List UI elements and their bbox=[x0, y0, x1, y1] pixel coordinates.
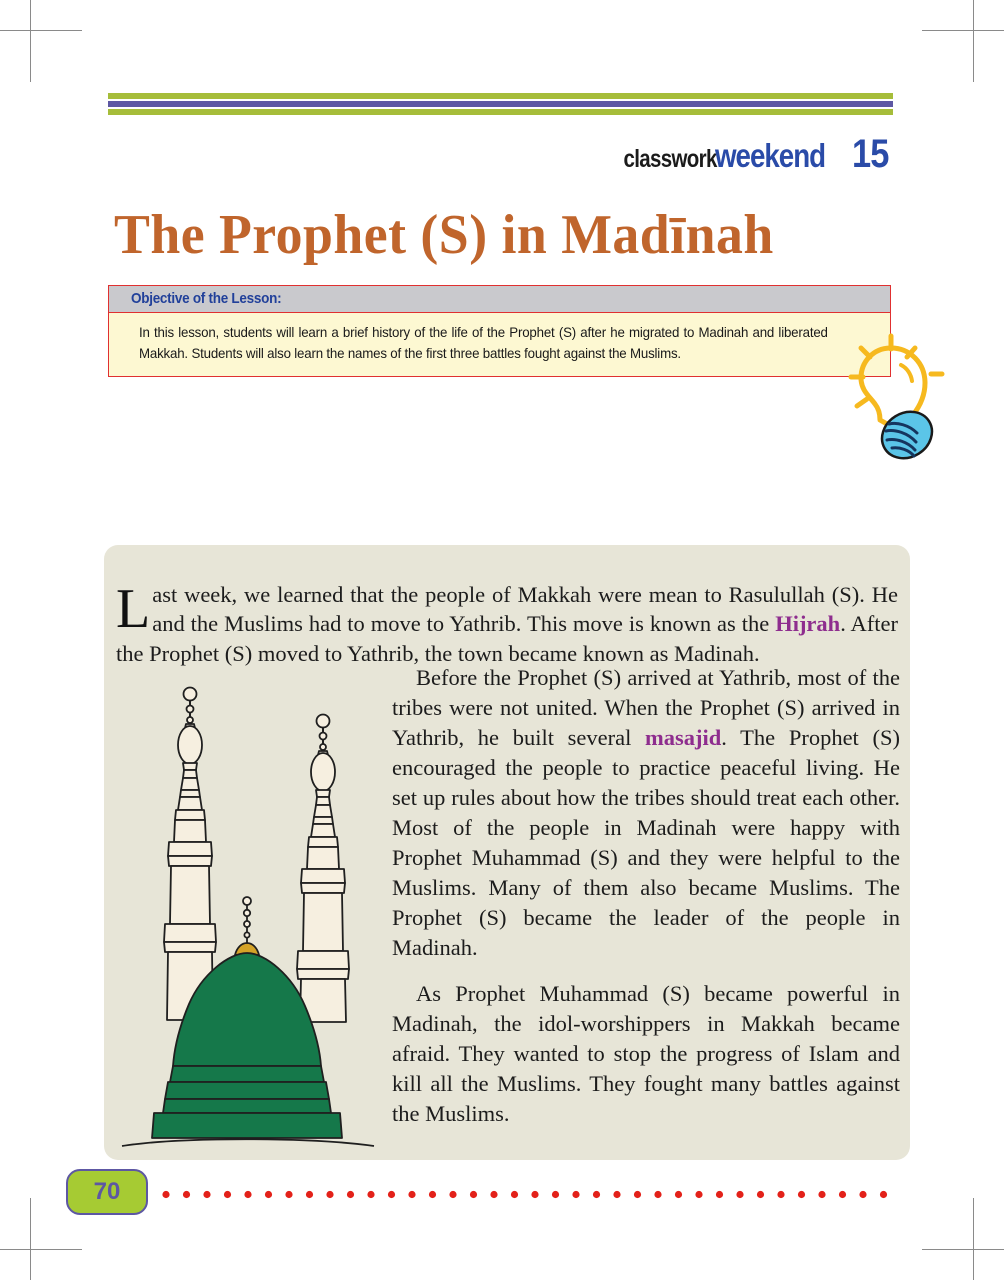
minaret-left bbox=[164, 688, 216, 1021]
lesson-content-panel bbox=[104, 545, 910, 1160]
lesson-kicker bbox=[603, 134, 894, 174]
objective-text: In this lesson, students will learn a brief history of the life of the Prophet (S) after he migrated to Madinah and liberated Makkah. Students will also learn the names of the first three battles fought against the Muslims. bbox=[139, 324, 828, 361]
paragraph-2-highlight-masajid: masajid bbox=[645, 725, 722, 751]
page-number-badge bbox=[66, 1169, 148, 1215]
objective-box bbox=[108, 285, 891, 377]
paragraph-2-part2: . The Prophet (S) encouraged the people to practice peaceful living. He set up rules about how the tribes should treat each other. Most of the people in Madinah were happy with Prophet Muhammad (S) and they were helpful to the Muslims. Many of them also became Muslims. The Prophet (S) became the leader of the people in Madinah. bbox=[392, 725, 900, 961]
paragraph-3: As Prophet Muhammad (S) became powerful in Madinah, the idol-worshippers in Makkah became afraid. They wanted to stop the progress of Islam and kill all the Muslims. They fought many battles against the Muslims. bbox=[392, 981, 900, 1127]
body-column bbox=[392, 663, 900, 1129]
header-decorative-rules bbox=[108, 93, 893, 115]
crop-mark-top-left bbox=[0, 0, 95, 95]
crop-mark-top-right bbox=[909, 0, 1004, 95]
dome-finial bbox=[235, 897, 259, 955]
page-number: 70 bbox=[93, 1178, 121, 1205]
objective-body bbox=[109, 313, 890, 376]
paragraph-2-part1: Before the Prophet (S) arrived at Yathrib, most of the tribes were not united. When the Prophet (S) arrived in Yathrib, he built several bbox=[392, 665, 900, 751]
drop-cap: L bbox=[116, 577, 151, 640]
lightbulb-icon bbox=[845, 330, 955, 465]
kicker-classwork: classwork bbox=[623, 145, 717, 173]
footer-dotted-rule bbox=[162, 1186, 900, 1195]
paragraph-2 bbox=[392, 663, 900, 963]
mosque-illustration bbox=[110, 670, 398, 1148]
kicker-weekend: weekend bbox=[714, 137, 825, 174]
rule-olive-bottom bbox=[108, 109, 893, 115]
lead-text-part2: . After the Prophet (S) moved to Yathrib, the town became known as Madinah. bbox=[116, 611, 899, 666]
lead-text-part1: ast week, we learned that the people of Makkah were mean to Rasulullah (S). He and the Muslims had to move to Yathrib. This move is known as the bbox=[152, 581, 898, 637]
lead-paragraph bbox=[116, 577, 899, 669]
minaret-right bbox=[297, 715, 349, 1023]
objective-header-bar bbox=[109, 286, 890, 313]
kicker-number: 15 bbox=[851, 132, 889, 176]
bulb-base bbox=[873, 403, 940, 465]
page-title: The Prophet (S) in Madīnah bbox=[114, 203, 774, 266]
lead-highlight-hijrah: Hijrah bbox=[775, 611, 841, 637]
ground-line bbox=[122, 1139, 374, 1146]
objective-heading: Objective of the Lesson: bbox=[131, 290, 282, 307]
crop-mark-bottom-right bbox=[909, 1185, 1004, 1280]
